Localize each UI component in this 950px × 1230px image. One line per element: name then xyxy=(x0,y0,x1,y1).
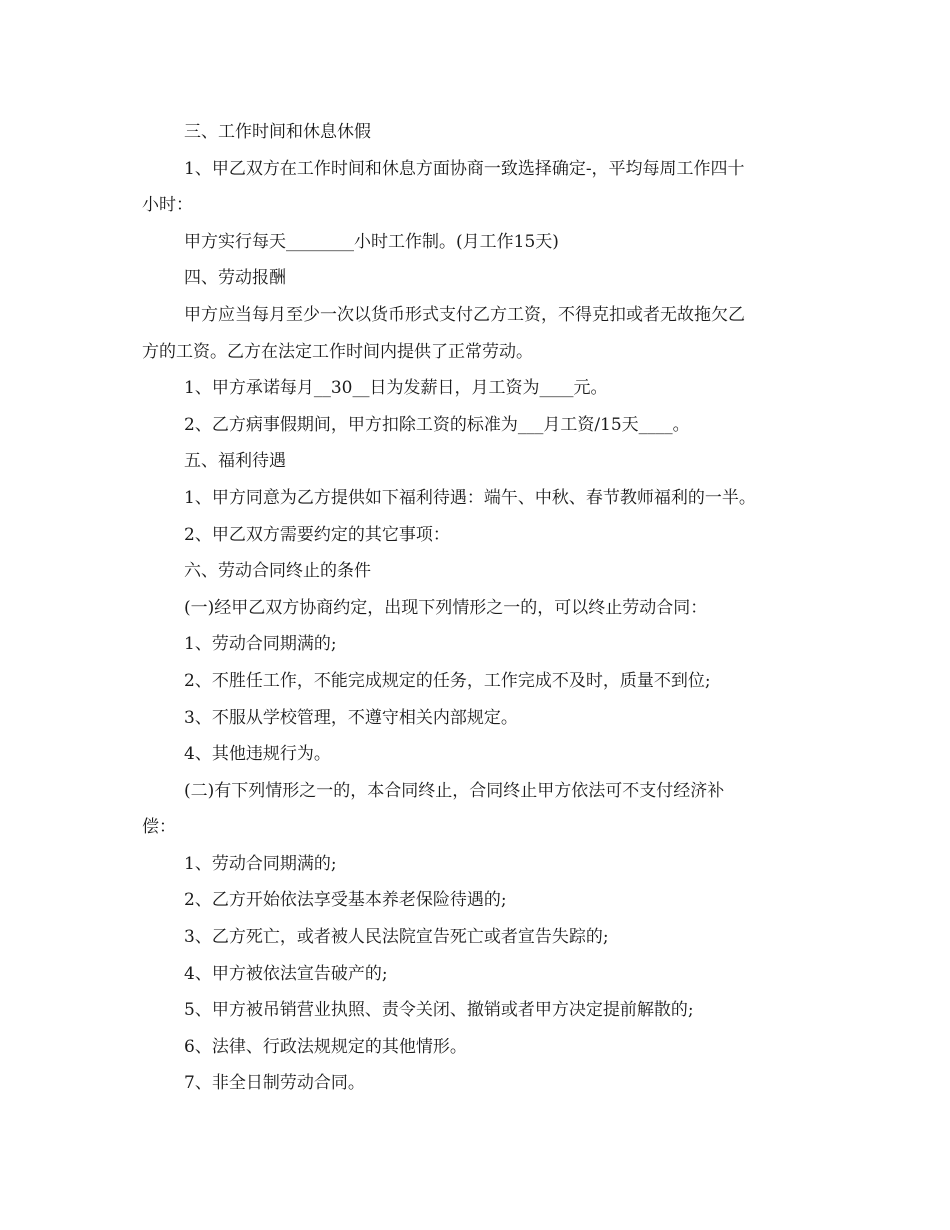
list-item: 1、劳动合同期满的; xyxy=(184,634,337,655)
section-heading-termination: 六、劳动合同终止的条件 xyxy=(184,561,371,582)
section-heading-work-hours: 三、工作时间和休息休假 xyxy=(184,122,371,142)
list-item: 2、乙方开始依法享受基本养老保险待遇的; xyxy=(184,890,507,911)
list-item: 3、不服从学校管理，不遵守相关内部规定。 xyxy=(184,707,518,728)
document-body xyxy=(142,114,807,1102)
paragraph-line: 2、甲乙双方需要约定的其它事项： xyxy=(184,524,450,545)
paragraph-line: (一)经甲乙双方协商约定，出现下列情形之一的，可以终止劳动合同： xyxy=(184,597,708,618)
list-item: 7、非全日制劳动合同。 xyxy=(184,1073,365,1094)
paragraph-line: 1、甲乙双方在工作时间和休息方面协商一致选择确定-，平均每周工作四十 xyxy=(184,158,745,179)
list-item: 2、不胜任工作，不能完成规定的任务，工作完成不及时，质量不到位; xyxy=(184,670,711,691)
section-heading-benefits: 五、福利待遇 xyxy=(184,451,286,472)
paragraph-line: (二)有下列情形之一的，本合同终止，合同终止甲方依法可不支付经济补 xyxy=(184,780,725,801)
paragraph-line: 2、乙方病事假期间，甲方扣除工资的标准为___月工资/15天____。 xyxy=(184,414,690,435)
paragraph-line: 1、甲方同意为乙方提供如下福利待遇：端午、中秋、春节教师福利的一半。 xyxy=(184,487,756,508)
list-item: 5、甲方被吊销营业执照、责令关闭、撤销或者甲方决定提前解散的; xyxy=(184,1000,694,1021)
list-item: 1、劳动合同期满的; xyxy=(184,853,337,874)
list-item: 3、乙方死亡，或者被人民法院宣告死亡或者宣告失踪的; xyxy=(184,927,609,948)
paragraph-line: 甲方实行每天________小时工作制。(月工作15天) xyxy=(184,231,559,252)
list-item: 4、其他违规行为。 xyxy=(184,744,331,765)
paragraph-line: 甲方应当每月至少一次以货币形式支付乙方工资，不得克扣或者无故拖欠乙 xyxy=(184,304,745,325)
paragraph-line: 偿： xyxy=(142,817,176,838)
list-item: 4、甲方被依法宣告破产的; xyxy=(184,963,388,984)
paragraph-line: 1、甲方承诺每月__30__日为发薪日，月工资为____元。 xyxy=(184,378,608,399)
paragraph-line: 小时： xyxy=(142,195,193,216)
list-item: 6、法律、行政法规规定的其他情形。 xyxy=(184,1036,467,1057)
section-heading-remuneration: 四、劳动报酬 xyxy=(184,268,286,289)
paragraph-line: 方的工资。乙方在法定工作时间内提供了正常劳动。 xyxy=(142,341,533,362)
